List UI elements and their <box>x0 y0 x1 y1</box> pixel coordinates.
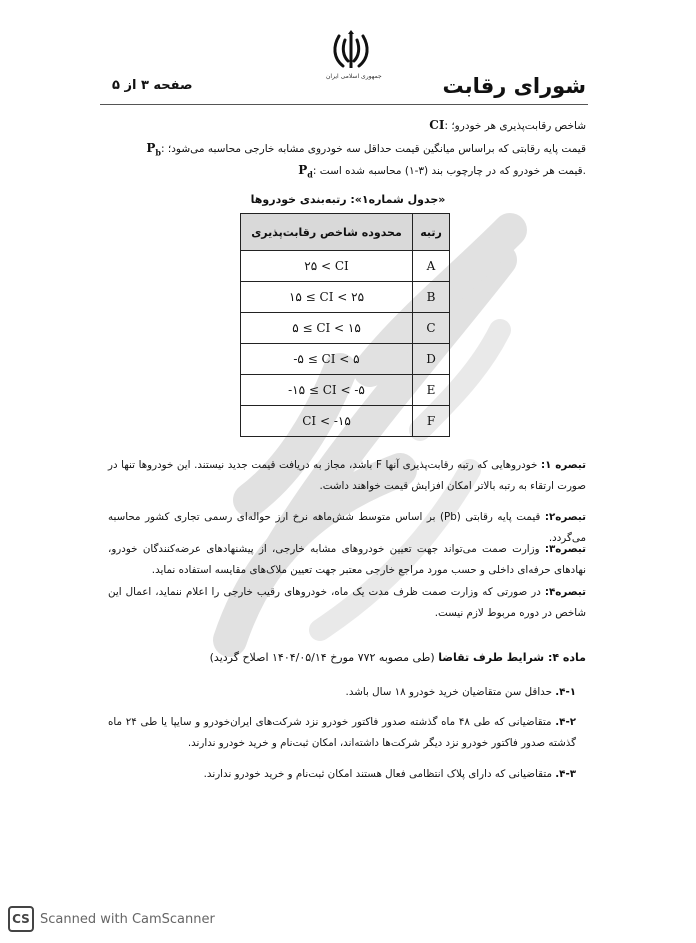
definition-symbol: $P_b$ <box>146 141 161 158</box>
range-cell: -۱۵ ≤ CI < -۵ <box>241 375 413 406</box>
definition-symbol: CI <box>429 118 445 132</box>
range-cell: CI < -۱۵ <box>241 406 413 437</box>
rank-cell: A <box>413 251 450 282</box>
header-rank: رتبه <box>413 214 450 251</box>
scanner-watermark <box>8 905 215 933</box>
table-caption: «جدول شماره۱»: رتبه‌بندی خودروها <box>250 193 446 206</box>
table-row <box>241 344 450 375</box>
definition-ci <box>106 118 586 132</box>
range-cell: ۲۵ < CI <box>241 251 413 282</box>
note-text: در صورتی که وزارت صمت ظرف مدت یک ماه، خودروهای رقیب خارجی را اعلام ننماید، اعمال این شاخص در دوره مربوط لازم نیست. <box>108 586 586 619</box>
item-number: ۴-۳. <box>555 768 576 780</box>
definition-text: : قیمت پایه رقابتی که براساس میانگین قیمت حداقل سه خودروی مشابه خارجی محاسبه می‌شود؛ <box>161 143 586 155</box>
item-number: ۴-۲. <box>555 716 577 728</box>
rank-cell: E <box>413 375 450 406</box>
note-4 <box>108 582 586 624</box>
page-number: صفحه ۳ از ۵ <box>112 78 193 93</box>
definition-pd <box>106 163 586 179</box>
article-4-item-3 <box>108 764 576 785</box>
iran-emblem <box>326 28 382 88</box>
article-4-heading <box>210 651 586 664</box>
range-cell: ۱۵ ≤ CI < ۲۵ <box>241 282 413 313</box>
table-row <box>241 313 450 344</box>
rank-cell: B <box>413 282 450 313</box>
article-4-item-2 <box>108 712 576 754</box>
item-text: حداقل سن متقاضیان خرید خودرو ۱۸ سال باشد. <box>345 686 556 698</box>
note-label: تبصره۳: <box>544 543 586 555</box>
note-label: تبصره۴: <box>544 586 586 598</box>
note-3 <box>108 539 586 581</box>
item-number: ۴-۱. <box>555 686 576 698</box>
table-row <box>241 375 450 406</box>
definition-pb <box>106 141 586 157</box>
rank-cell: F <box>413 406 450 437</box>
ranking-table <box>240 213 450 437</box>
emblem-icon <box>331 28 371 72</box>
emblem-caption: جمهوری اسلامی ایران <box>326 73 382 80</box>
table-header-row <box>241 214 450 251</box>
definition-text: : قیمت هر خودرو که در چارچوب بند (۳-۱) محاسبه شده است. <box>312 165 586 177</box>
note-text: خودروهایی که رتبه رقابت‌پذیری آنها F باشد، مجاز به دریافت قیمت جدید نیستند. این خودروها تنها در صورت ارتقاء به رتبه بالاتر امکان افزایش قیمت خواهند داشت. <box>108 459 586 492</box>
definition-symbol: $P_d$ <box>298 163 313 180</box>
note-label: تبصره۲: <box>544 511 586 523</box>
scanner-text: Scanned with CamScanner <box>40 911 215 927</box>
table-row <box>241 251 450 282</box>
header-range: محدوده شاخص رقابت‌پذیری <box>241 214 413 251</box>
org-title: شورای رقابت <box>442 74 586 98</box>
table-row <box>241 282 450 313</box>
rank-cell: C <box>413 313 450 344</box>
camscanner-logo-icon: CS <box>8 906 34 932</box>
note-1 <box>108 455 586 497</box>
rank-cell: D <box>413 344 450 375</box>
article-amendment: (طی مصوبه ۷۷۲ مورخ ۱۴۰۴/۰۵/۱۴ اصلاح گردید) <box>209 651 439 664</box>
note-label: تبصره ۱: <box>540 459 586 471</box>
item-text: متقاضیانی که دارای پلاک انتظامی فعال هستند امکان ثبت‌نام و خرید خودرو ندارند. <box>203 768 556 780</box>
item-text: متقاضیانی که طی ۴۸ ماه گذشته صدور فاکتور خودرو نزد شرکت‌های ایران‌خودرو و سایپا یا طی ۲۴ ماه گذشته صدور فاکتور خودرو نزد دیگر شرکت‌ها داشته‌اند، امکان ثبت‌نام و خرید خودرو ندارند. <box>108 716 576 749</box>
note-text: وزارت صمت می‌تواند جهت تعیین خودروهای مشابه خارجی، از پیشنهادهای عرضه‌کنندگان خودرو، نهادهای حرفه‌ای داخلی و حسب مورد مراجع خارجی معتبر جهت تعیین ملاک‌های مقایسه استفاده نماید. <box>108 543 586 576</box>
article-title: ماده ۴: شرایط طرف تقاضا <box>438 651 586 664</box>
table-row <box>241 406 450 437</box>
header-divider <box>100 104 588 105</box>
range-cell: ۵ ≤ CI < ۱۵ <box>241 313 413 344</box>
definition-text: : شاخص رقابت‌پذیری هر خودرو؛ <box>444 120 586 132</box>
range-cell: -۵ ≤ CI < ۵ <box>241 344 413 375</box>
article-4-item-1 <box>108 682 576 703</box>
note-text: قیمت پایه رقابتی (Pb) بر اساس متوسط شش‌ماهه نرخ ارز حواله‌ای رسمی تجاری کشور محاسبه می‌گردد. <box>108 511 586 544</box>
